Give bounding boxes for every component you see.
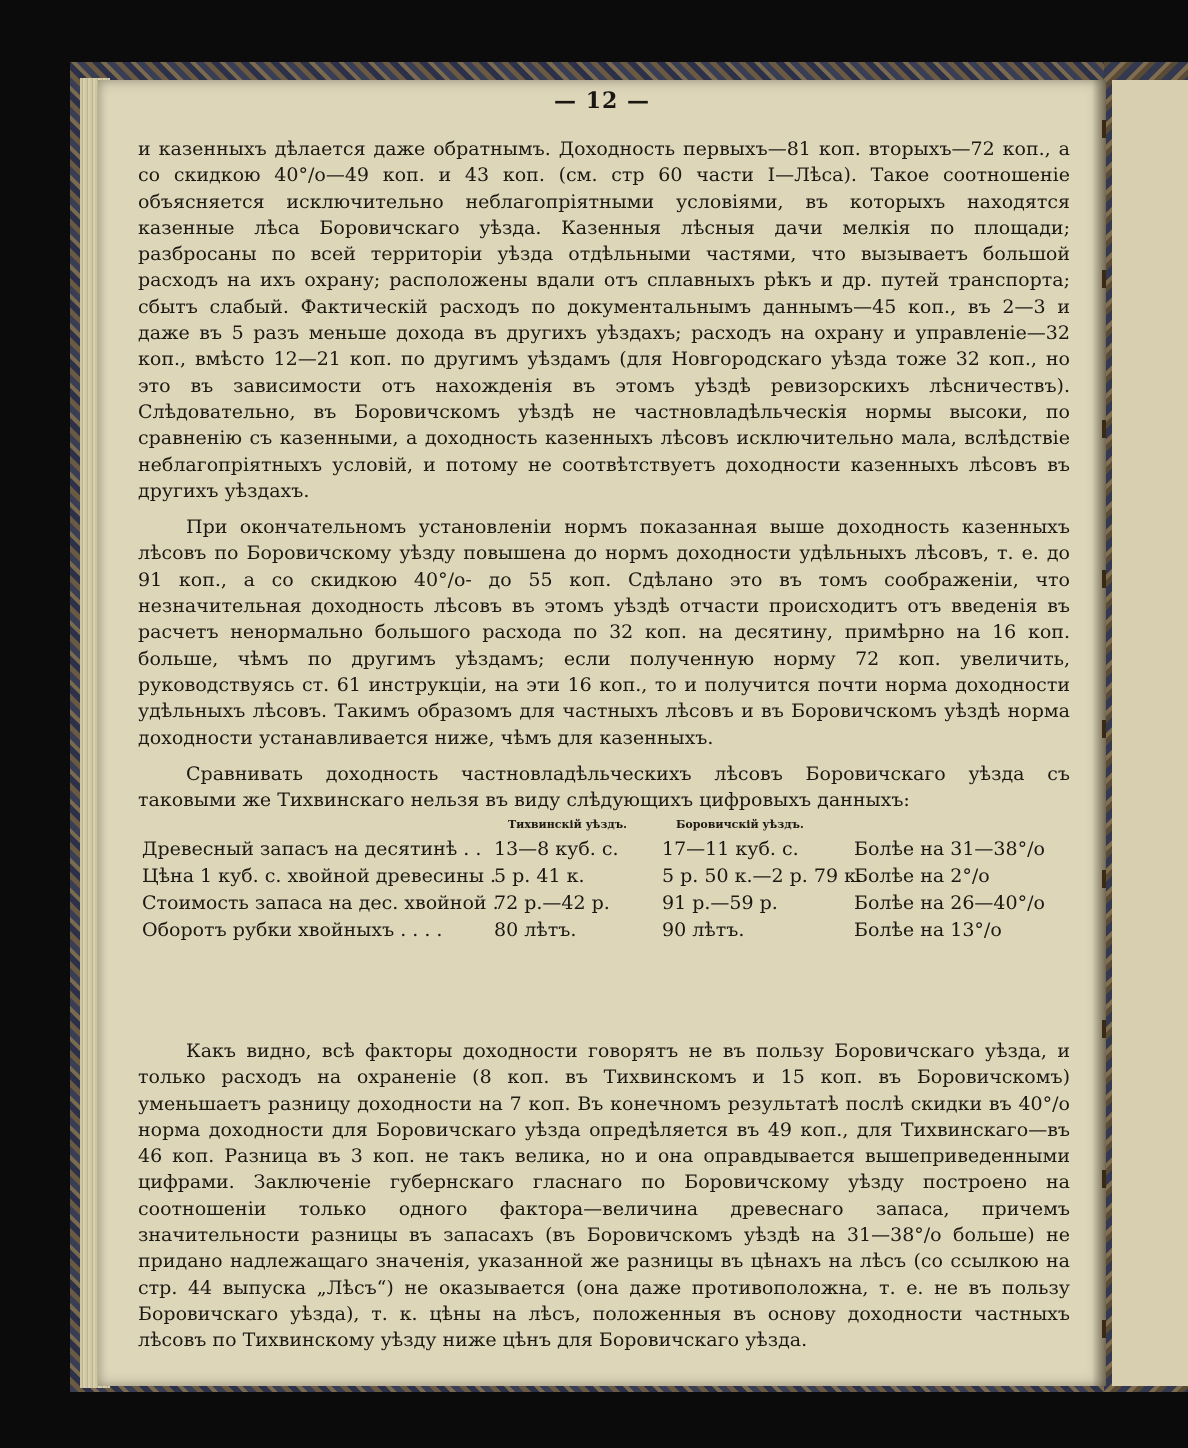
row-label: Древесный запасъ на десятинѣ . . bbox=[142, 838, 482, 860]
body-text-top bbox=[138, 136, 1070, 813]
tikhvin-value: 72 р.—42 р. bbox=[494, 892, 610, 914]
row-label: Стоимость запаса на дес. хвойной . bbox=[142, 892, 499, 914]
paragraph-3: Сравнивать доходность частновладѣльческихъ лѣсовъ Боровичскаго уѣзда съ таковыми же Тихвинскаго нельзя въ виду слѣдующихъ цифровыхъ данныхъ: bbox=[138, 762, 1070, 812]
paragraph-4: Какъ видно, всѣ факторы доходности говорятъ не въ пользу Боровичскаго уѣзда, и только расходъ на охраненіе (8 коп. въ Тихвинскомъ и 15 коп. въ Боровичскомъ) уменьшаетъ разницу доходности на 7 коп. Въ конечномъ результатѣ послѣ скидки въ 40°/o норма доходности для Боровичскаго уѣзда опредѣляется въ 49 коп., для Тихвинскаго—въ 46 коп. Разница въ 3 коп. не такъ велика, но и она оправдывается вышеприведенными цифрами. Заключеніе губернскаго гласнаго по Боровичскому уѣзду построено на соотношеніи только одного фактора—величина древеснаго запаса, причемъ значительности разницы въ запасахъ (въ Боровичскомъ уѣздѣ на 31—38°/o больше) не придано надлежащаго значенія, указанной же разницы въ цѣнахъ на лѣсъ (со ссылкою на стр. 44 выпуска „Лѣсъ“) не оказывается (она даже противоположна, т. е. не въ пользу Боровичскаго уѣзда), т. к. цѣны на лѣсъ, положенныя въ основу доходности частныхъ лѣсовъ по Тихвинскому уѣзду ниже цѣнъ для Боровичскаго уѣзда. bbox=[138, 1040, 1070, 1352]
table-row bbox=[142, 892, 1072, 919]
table-row bbox=[142, 865, 1072, 892]
tikhvin-value: 80 лѣтъ. bbox=[494, 919, 577, 941]
comparison-table bbox=[142, 816, 1072, 946]
page-number: — 12 — bbox=[554, 88, 650, 114]
row-label: Цѣна 1 куб. с. хвойной древесины . bbox=[142, 865, 497, 887]
borovichi-value: 90 лѣтъ. bbox=[662, 919, 745, 941]
binding-thread bbox=[1102, 120, 1106, 1340]
facing-page bbox=[1112, 80, 1188, 1386]
header-borovichi: Боровичскій уѣздъ. bbox=[676, 818, 804, 831]
tikhvin-value: 13—8 куб. с. bbox=[494, 838, 619, 860]
borovichi-value: 17—11 куб. с. bbox=[662, 838, 799, 860]
borovichi-value: 5 р. 50 к.—2 р. 79 к. bbox=[662, 865, 863, 887]
table-row bbox=[142, 838, 1072, 865]
paragraph-1: и казенныхъ дѣлается даже обратнымъ. Доходность первыхъ—81 коп. вторыхъ—72 коп., а со скидкою 40°/o—49 коп. и 43 коп. (см. стр 60 части I—Лѣса). Такое соотношеніе объясняется исключительно неблагопріятными условіями, въ которыхъ находятся казенные лѣса Боровичскаго уѣзда. Казенныя лѣсныя дачи мелкія по площади; разбросаны по всей территоріи уѣзда отдѣльными частями, что вызываетъ большой расходъ на ихъ охрану; расположены вдали отъ сплавныхъ рѣкъ и др. путей транспорта; сбытъ слабый. Фактическій расходъ по документальнымъ даннымъ—45 коп., въ 2—3 и даже въ 5 разъ меньше дохода въ другихъ уѣздахъ; расходъ на охрану и управленіе—32 коп., вмѣсто 12—21 коп. по другимъ уѣздамъ (для Новгородскаго уѣзда тоже 32 коп., но это въ зависимости отъ нахожденія въ этомъ уѣздѣ ревизорскихъ лѣсничествъ). Слѣдовательно, въ Боровичскомъ уѣздѣ не частновладѣльческія нормы высоки, по сравненію съ казенными, а доходность казенныхъ лѣсовъ исключительно мала, вслѣдствіе неблагопріятныхъ условій, и потому не соотвѣтствуетъ доходности казенныхъ лѣсовъ въ другихъ уѣздахъ. bbox=[138, 138, 1070, 502]
row-label: Оборотъ рубки хвойныхъ . . . . bbox=[142, 919, 443, 941]
body-text-bottom bbox=[138, 1038, 1070, 1354]
difference-value: Болѣе на 31—38°/o bbox=[854, 838, 1045, 860]
borovichi-value: 91 р.—59 р. bbox=[662, 892, 778, 914]
difference-value: Болѣе на 26—40°/o bbox=[854, 892, 1045, 914]
header-tikhvin: Тихвинскій уѣздъ. bbox=[508, 818, 627, 831]
tikhvin-value: 5 р. 41 к. bbox=[494, 865, 585, 887]
paragraph-2: При окончательномъ установленіи нормъ показанная выше доходность казенныхъ лѣсовъ по Боровичскому уѣзду повышена до нормъ доходности удѣльныхъ лѣсовъ, т. е. до 91 коп., а со скидкою 40°/o- до 55 коп. Сдѣлано это въ томъ соображеніи, что незначительная доходность лѣсовъ въ этомъ уѣздѣ отчасти происходитъ отъ введенія въ расчетъ ненормально большого расхода по 32 коп. на десятину, примѣрно на 16 коп. больше, чѣмъ по другимъ уѣздамъ; если полученную норму 72 коп. увеличить, руководствуясь ст. 61 инструкціи, на эти 16 коп., то и получится почти норма доходности удѣльныхъ лѣсовъ. Такимъ образомъ для частныхъ лѣсовъ и въ Боровичскомъ уѣздѣ норма доходности устанавливается ниже, чѣмъ для казенныхъ. bbox=[138, 516, 1070, 749]
difference-value: Болѣе на 2°/o bbox=[854, 865, 990, 887]
table-row bbox=[142, 919, 1072, 946]
table-header bbox=[142, 816, 1072, 838]
difference-value: Болѣе на 13°/o bbox=[854, 919, 1002, 941]
book-page bbox=[98, 80, 1106, 1386]
